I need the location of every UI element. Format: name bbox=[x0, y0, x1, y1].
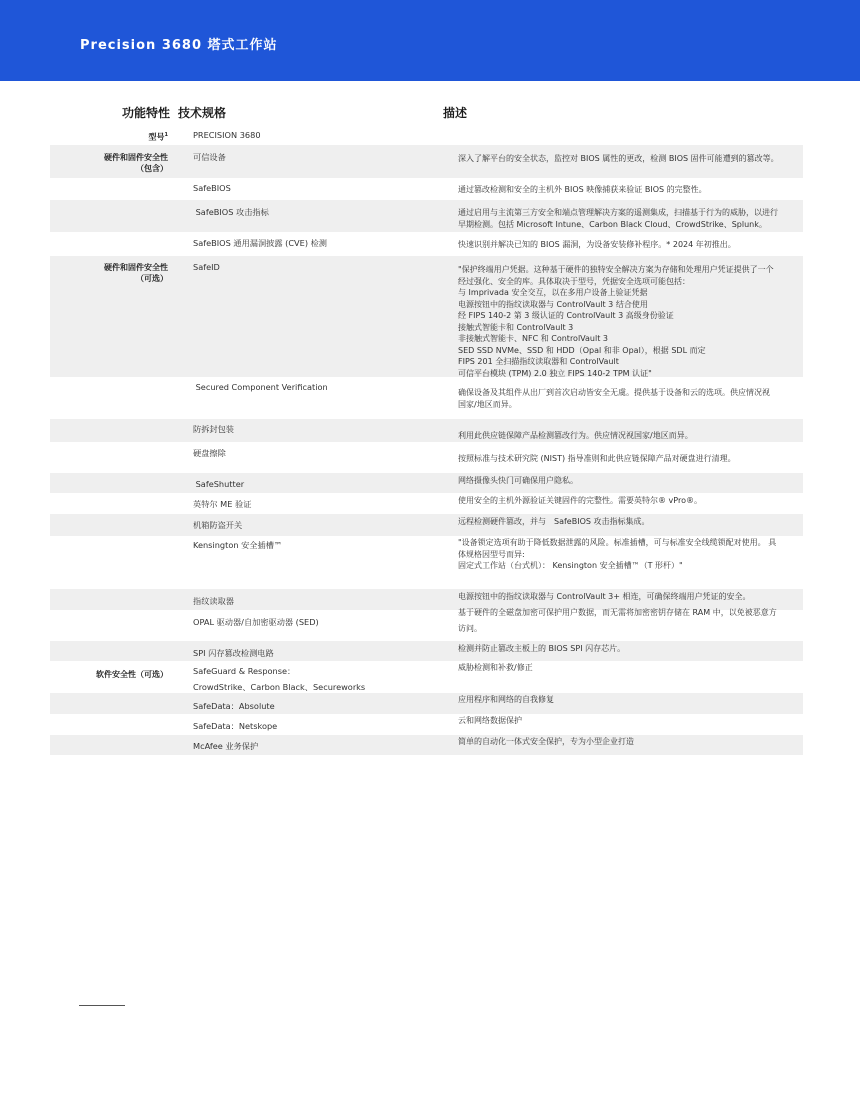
feature-cell: 硬件和固件安全性 （可选） bbox=[104, 263, 168, 283]
column-header-desc: 描述 bbox=[443, 106, 468, 120]
desc-cell: 简单的自动化一体式安全保护，专为小型企业打造 bbox=[458, 737, 634, 746]
table-row bbox=[50, 610, 803, 641]
table-row bbox=[50, 419, 803, 442]
table-row bbox=[50, 536, 803, 589]
desc-cell: 快速识别并解决已知的 BIOS 漏洞，为设备安装修补程序。* 2024 年初推出。 bbox=[458, 240, 736, 249]
model-value: PRECISION 3680 bbox=[193, 130, 261, 140]
spec-cell: 指纹读取器 bbox=[193, 596, 234, 606]
spec-cell: SafeID bbox=[193, 262, 220, 272]
desc-cell: 基于硬件的全磁盘加密可保护用户数据，而无需将加密密钥存储在 RAM 中，以免被恶意方 访问。 bbox=[458, 608, 777, 633]
table-row bbox=[50, 514, 803, 536]
spec-cell: SafeData：Netskope bbox=[193, 721, 278, 731]
desc-cell: 远程检测硬件篡改，并与 SafeBIOS 攻击指标集成。 bbox=[458, 517, 650, 526]
page-header bbox=[0, 0, 860, 81]
desc-cell: 云和网络数据保护 bbox=[458, 716, 522, 725]
footnote-divider bbox=[79, 1005, 125, 1006]
spec-cell: SafeGuard & Response： CrowdStrike、Carbon Black、Secureworks bbox=[193, 666, 366, 692]
spec-cell: SafeBIOS bbox=[193, 183, 231, 193]
desc-cell: 通过启用与主流第三方安全和端点管理解决方案的遥测集成，扫描基于行为的威胁，以进行 早期检测。包括 Microsoft Intune、Carbon Black Cloud、CrowdStrike、Splunk。 bbox=[458, 208, 778, 229]
table-row bbox=[50, 714, 803, 735]
feature-cell: 软件安全性（可选） bbox=[96, 670, 168, 679]
spec-cell: SafeShutter bbox=[193, 479, 245, 489]
spec-cell: Secured Component Verification bbox=[193, 382, 328, 392]
model-label: 型号$^1$ bbox=[148, 132, 168, 142]
table-row bbox=[50, 232, 803, 255]
table-row bbox=[50, 377, 803, 418]
spec-cell: OPAL 驱动器/自加密驱动器 (SED) bbox=[193, 617, 319, 627]
column-header-spec: 技术规格 bbox=[178, 106, 227, 120]
desc-cell: 使用安全的主机外源验证关键固件的完整性。需要英特尔® vPro®。 bbox=[458, 496, 702, 505]
table-row bbox=[50, 493, 803, 514]
spec-cell: 机箱防盗开关 bbox=[193, 520, 243, 530]
desc-cell: 按照标准与技术研究院 (NIST) 指导准则和此供应链保障产品对硬盘进行清理。 bbox=[458, 454, 736, 463]
column-header-feature: 功能特性 bbox=[122, 106, 171, 120]
table-row bbox=[50, 735, 803, 755]
spec-cell: SPI 闪存篡改检测电路 bbox=[193, 648, 274, 658]
desc-cell: 电源按钮中的指纹读取器与 ControlVault 3+ 相连，可确保终端用户凭证的安全。 bbox=[458, 592, 751, 601]
spec-cell: 英特尔 ME 验证 bbox=[193, 499, 252, 509]
table-row bbox=[50, 442, 803, 473]
page-title: Precision 3680 塔式工作站 bbox=[80, 38, 278, 53]
desc-cell: 网络摄像头快门可确保用户隐私。 bbox=[458, 476, 578, 485]
table-row bbox=[50, 693, 803, 714]
spec-cell: 可信设备 bbox=[193, 152, 226, 162]
table-row bbox=[50, 256, 803, 377]
spec-cell: 硬盘擦除 bbox=[193, 448, 226, 458]
desc-cell: 应用程序和网络的自我修复 bbox=[458, 695, 554, 704]
table-row bbox=[50, 473, 803, 493]
desc-cell: "保护终端用户凭据。这种基于硬件的独特安全解决方案为存储和处理用户凭证提供了一个 经过强化、安全的库。具体取决于型号，凭据安全选项可能包括： 与 Imprivada 安全交互，以在多用户设备上验证凭据 电源按钮中的指纹读取器与 ControlVault 3 结合使用 经 FIPS 140-2 第 3 级认证的 ControlVault 3 高级身份验证 接触式智能卡和 ControlVault 3 非接触式智能卡、NFC 和 ControlVault 3 SED SSD NVMe、SSD 和 HDD（Opal 和非 Opal），根据 SDL 而定 FIPS 201 全扫描指纹读取器和 ControlVault 可信平台模块 (TPM) 2.0 独立 FIPS 140-2 TPM 认证" bbox=[458, 265, 774, 378]
table-row bbox=[50, 178, 803, 199]
desc-cell: "设备锁定选项有助于降低数据泄露的风险。标准插槽，可与标准安全线缆锁配对使用。 具 体规格因型号而异: 固定式工作站（台式机）： Kensington 安全插槽™（T 形杆）" bbox=[458, 538, 777, 570]
spec-cell: SafeBIOS 通用漏洞披露 (CVE) 检测 bbox=[193, 238, 327, 248]
table-row bbox=[50, 145, 803, 178]
feature-cell: 硬件和固件安全性 （包含） bbox=[104, 153, 168, 173]
desc-cell: 通过篡改检测和安全的主机外 BIOS 映像捕获来验证 BIOS 的完整性。 bbox=[458, 185, 707, 194]
spec-cell: Kensington 安全插槽™ bbox=[193, 540, 283, 550]
desc-cell: 利用此供应链保障产品检测篡改行为。供应情况视国家/地区而异。 bbox=[458, 431, 693, 440]
desc-cell: 检测并防止篡改主板上的 BIOS SPI 闪存芯片。 bbox=[458, 644, 626, 653]
table-row bbox=[50, 641, 803, 661]
table-row-model bbox=[50, 126, 803, 144]
desc-cell: 确保设备及其组件从出厂到首次启动皆安全无虞。提供基于设备和云的选项。供应情况视 国家/地区而异。 bbox=[458, 388, 770, 409]
spec-cell: SafeBIOS 攻击指标 bbox=[193, 207, 269, 217]
spec-cell: SafeData：Absolute bbox=[193, 701, 275, 711]
table-row bbox=[50, 200, 803, 232]
desc-cell: 威胁检测和补救/修正 bbox=[458, 663, 533, 672]
table-row bbox=[50, 661, 803, 693]
spec-cell: McAfee 业务保护 bbox=[193, 741, 259, 751]
desc-cell: 深入了解平台的安全状态，监控对 BIOS 属性的更改，检测 BIOS 固件可能遭到的篡改等。 bbox=[458, 154, 779, 163]
spec-cell: 防拆封包装 bbox=[193, 424, 234, 434]
